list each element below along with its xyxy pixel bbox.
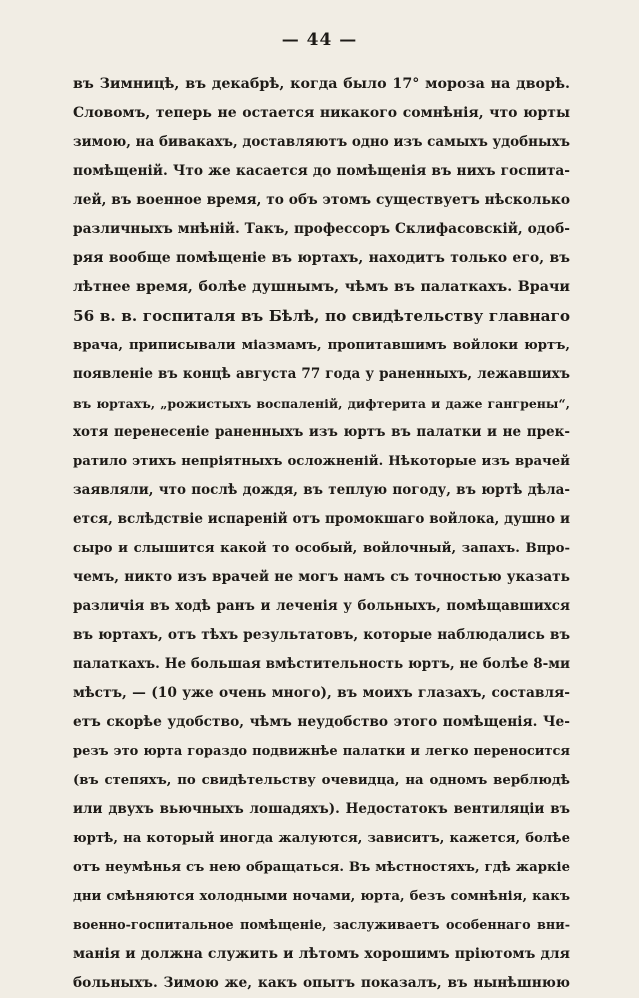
text-line: манія и должна служить и лѣтомъ хорошимъ пріютомъ для — [73, 946, 570, 962]
text-line: ряя вообще помѣщеніе въ юртахъ, находитъ только его, въ — [73, 250, 570, 266]
text-line: въ юртахъ, „рожистыхъ воспаленій, дифтерита и даже гангрены“, — [73, 396, 570, 411]
text-line: или двухъ вьючныхъ лошадяхъ). Недостатокъ вентиляціи въ — [73, 801, 570, 817]
text-line: зимою, на бивакахъ, доставляютъ одно изъ самыхъ удобныхъ — [73, 134, 570, 150]
text-line: палаткахъ. Не большая вмѣстительность юртъ, не болѣе 8-ми — [73, 656, 570, 672]
text-line: хотя перенесеніе раненныхъ изъ юртъ въ палатки и не прек- — [73, 424, 570, 440]
text-line: лѣтнее время, болѣе душнымъ, чѣмъ въ палаткахъ. Врачи — [73, 279, 570, 295]
page-number: — 44 — — [281, 30, 358, 50]
text-line: Словомъ, теперь не остается никакого сомнѣнія, что юрты — [73, 105, 570, 121]
text-line: появленіе въ концѣ августа 77 года у раненныхъ, лежавшихъ — [73, 366, 570, 382]
text-line: ратило этихъ непріятныхъ осложненій. Нѣкоторые изъ врачей — [73, 454, 570, 469]
text-line: заявляли, что послѣ дождя, въ теплую погоду, въ юртѣ дѣла- — [73, 482, 570, 498]
text-line: юртѣ, на который иногда жалуются, зависитъ, кажется, болѣе — [73, 831, 570, 846]
text-line: помѣщеній. Что же касается до помѣщенія въ нихъ госпита- — [73, 163, 570, 179]
text-line: чемъ, никто изъ врачей не могъ намъ съ точностью указать — [73, 569, 570, 585]
text-line: ется, вслѣдствіе испареній отъ промокшаго войлока, душно и — [73, 511, 570, 527]
text-line: въ юртахъ, отъ тѣхъ результатовъ, которые наблюдались въ — [73, 627, 570, 643]
text-line: врача, приписывали міазмамъ, пропитавшимъ войлоки юртъ, — [73, 338, 570, 353]
text-line: 56 в. в. госпиталя въ Бѣлѣ, по свидѣтельству главнаго — [73, 307, 570, 325]
text-line: дни смѣняются холодными ночами, юрта, безъ сомнѣнія, какъ — [73, 889, 570, 904]
text-line: резъ это юрта гораздо подвижнѣе палатки и легко переносится — [73, 744, 570, 759]
text-line: различія въ ходѣ ранъ и леченія у больныхъ, помѣщавшихся — [73, 598, 570, 614]
text-line: различныхъ мнѣній. Такъ, профессоръ Склифасовскій, одоб- — [73, 221, 570, 237]
text-line: отъ неумѣнья съ нею обращаться. Въ мѣстностяхъ, гдѣ жаркіе — [73, 860, 570, 875]
text-line: мѣстъ, — (10 уже очень много), въ моихъ глазахъ, составля- — [73, 685, 570, 701]
text-line: сыро и слышится какой то особый, войлочный, запахъ. Впро- — [73, 541, 570, 556]
text-line: (въ степяхъ, по свидѣтельству очевидца, на одномъ верблюдѣ — [73, 773, 570, 788]
text-line: въ Зимницѣ, въ декабрѣ, когда было 17° мороза на дворѣ. — [73, 76, 570, 92]
text-line: етъ скорѣе удобство, чѣмъ неудобство этого помѣщенія. Че- — [73, 714, 570, 730]
text-line: военно-госпитальное помѣщеніе, заслуживаетъ особеннаго вни- — [73, 918, 570, 933]
body-text — [73, 70, 570, 998]
text-line: больныхъ. Зимою же, какъ опытъ показалъ, въ нынѣшнюю — [73, 975, 570, 991]
text-line: лей, въ военное время, то объ этомъ существуетъ нѣсколько — [73, 192, 570, 208]
